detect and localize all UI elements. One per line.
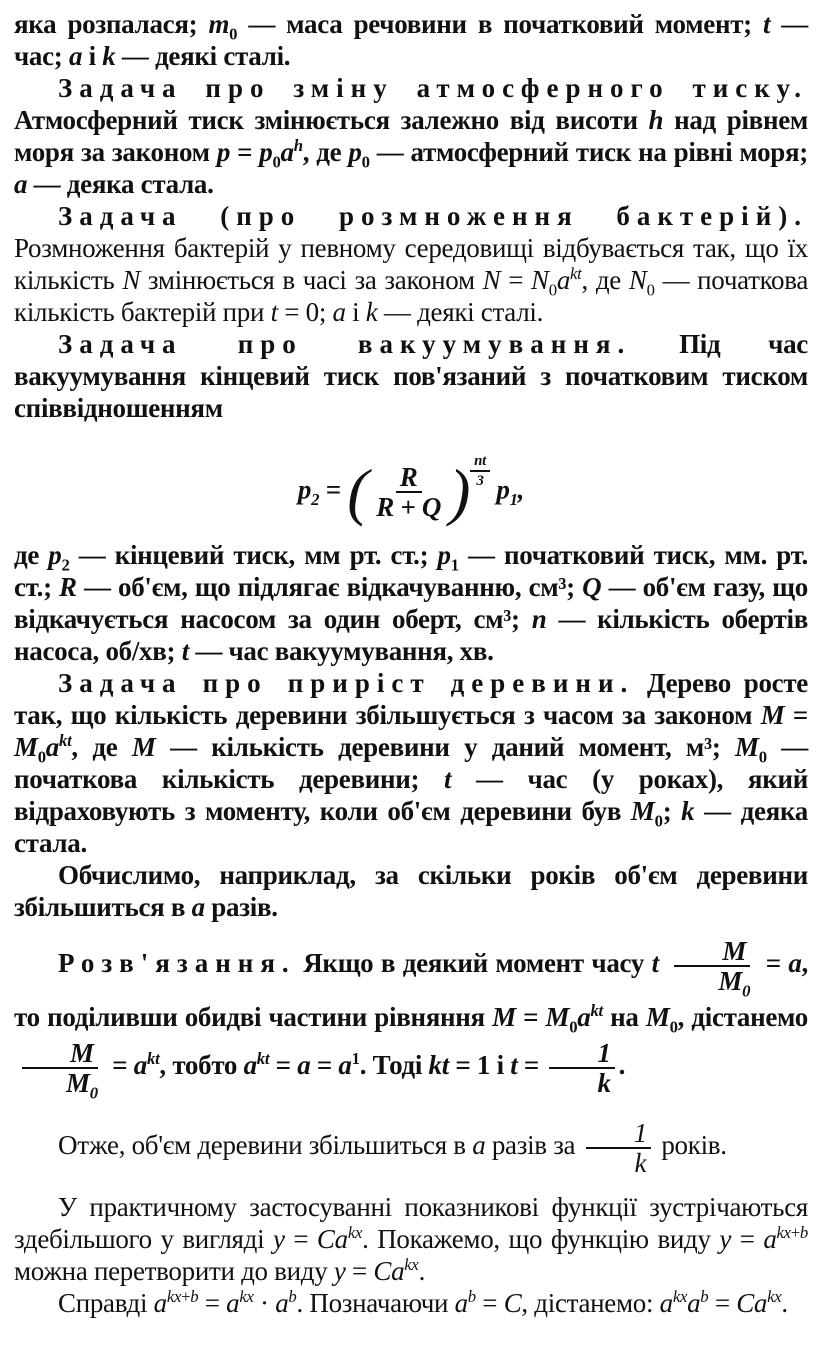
paragraph-atmospheric-pressure: Задача про зміну атмосферного тиску. Атмосферний тиск змінюється залежно від висоти h над рівнем моря за законом $p = p_0a^h$, де $p_0$ — атмосферний тиск на рівні моря; a — деяка стала. xyxy=(14,73,808,199)
paragraph-conclusion: Отже, об'єм деревини збільшиться в a разів за $\frac{1}{k}$ років. xyxy=(58,1118,727,1179)
paragraph-wood-growth: Задача про приріст деревини. Дерево росте так, що кількість деревини збільшується з часом за законом $M = M_0a^{kt}$, де M — кількість деревини у даний момент, м³; $M_0$ — початкова кількість деревини; t — час (у роках), який відраховують з моменту, коли об'єм деревини був $M_0$; k — деяка стала. xyxy=(14,668,809,859)
paragraph-bacteria: Задача (про розмноження бактерій). Розмноження бактерій у певному середовищі відбувається так, що їх кількість N змінюється в часі за законом $N = N_0a^{kt}$, де $N_0$ — початкова кількість бактерій при t = 0; a і k — деякі сталі. xyxy=(14,201,808,327)
task-heading: Задача про зміну атмосферного тиску. xyxy=(58,73,808,103)
paragraph-calc-question: Обчислимо, наприклад, за скільки років об'єм деревини збільшиться в a разів. xyxy=(14,860,808,923)
vacuum-formula: $p_2$ = ( $\frac{R}{R + Q}$ ) $^{\frac{nt}{3}}$ $p_1$, xyxy=(297,453,525,528)
paragraph-solution: Розв'язання. Якщо в деякий момент часу t $\frac{M}{M_0}$ = a, то поділивши обидві частини рівняння $M = M_0a^{kt}$ на $M_0$, дістанемо $\frac{M}{M_0}$ = $a^{kt}$, тобто $a^{kt} = a = a^1$. Тоді kt = 1 і t = $\frac{1}{k}$ . xyxy=(14,936,808,1103)
task-heading: Задача про вакуумування. xyxy=(58,329,632,359)
paragraph-vacuum: Задача про вакуумування. Під час вакуумування кінцевий тиск пов'язаний з початковим тиском співвідношенням xyxy=(14,329,808,423)
task-heading: Задача (про розмноження бактерій). xyxy=(58,201,808,231)
paragraph-intro-end: яка розпалася; $m_0$ — маса речовини в початковий момент; t — час; a і k — деякі сталі. xyxy=(14,9,808,71)
solution-heading: Розв'язання. xyxy=(58,948,296,979)
paragraph-proof: Справді $a^{kx+b} = a^{kx} \cdot a^b$. Позначаючи $a^b = C$, дістанемо: $a^{kx}a^b = Ca^{kx}$. xyxy=(58,1287,788,1319)
paragraph-practical: У практичному застосуванні показникові функції зустрічаються здебільшого у вигляді $y = Ca^{kx}$. Покажемо, що функцію виду $y = a^{kx+b}$ можна перетворити до виду $y = Ca^{kx}$. xyxy=(14,1192,808,1287)
paragraph-vacuum-legend: де $p_2$ — кінцевий тиск, мм рт. ст.; $p_1$ — початковий тиск, мм. рт. ст.; R — об'єм, що підлягає відкачуванню, см³; Q — об'єм газу, що відкачується насосом за один оберт, см³; n — кількість обертів насоса, об/хв; t — час вакуумування, хв. xyxy=(14,540,809,667)
task-heading: Задача про приріст деревини. xyxy=(58,668,635,699)
